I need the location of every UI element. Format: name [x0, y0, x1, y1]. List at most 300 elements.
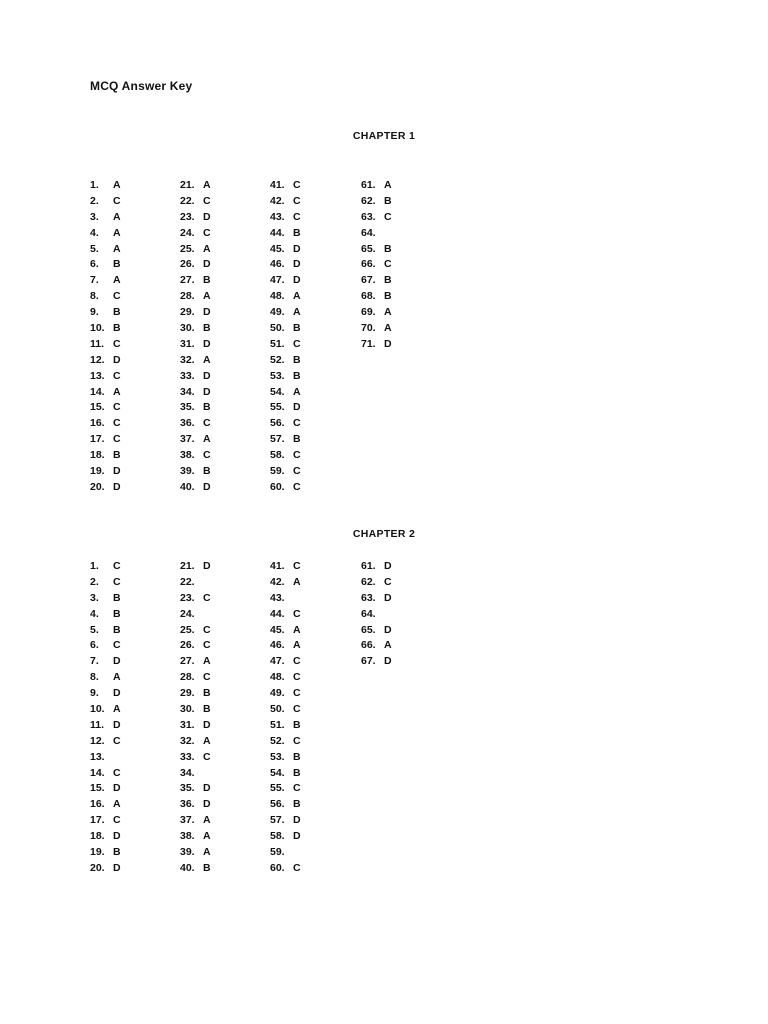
answer-letter: C: [113, 194, 121, 207]
answer-item: [180, 861, 270, 877]
answer-letter: D: [293, 814, 301, 827]
answer-letter: B: [293, 322, 301, 335]
answer-item: [270, 638, 360, 654]
answer-letter: A: [203, 846, 211, 859]
answer-letter: A: [203, 433, 211, 446]
answer-letter: A: [203, 814, 211, 827]
answer-item: [180, 242, 270, 258]
answer-letter: D: [113, 655, 121, 668]
question-number: 32.: [180, 353, 195, 366]
answer-item: [90, 178, 180, 194]
answer-item: [361, 273, 451, 289]
question-number: 7.: [90, 655, 99, 668]
answer-letter: D: [203, 306, 211, 319]
question-number: 31.: [180, 718, 195, 731]
answer-item: [361, 226, 451, 242]
question-number: 45.: [270, 623, 285, 636]
chapter-2-heading: CHAPTER 2: [352, 528, 416, 540]
answer-item: [270, 829, 360, 845]
answer-letter: B: [113, 591, 121, 604]
answer-item: [90, 337, 180, 353]
question-number: 42.: [270, 194, 285, 207]
question-number: 41.: [270, 560, 285, 572]
answer-item: [90, 766, 180, 782]
question-number: 29.: [180, 687, 195, 700]
answer-letter: D: [203, 385, 211, 398]
question-number: 3.: [90, 591, 99, 604]
answer-letter: C: [293, 734, 301, 747]
question-number: 47.: [270, 274, 285, 287]
answer-column: [90, 178, 180, 496]
answer-item: [180, 734, 270, 750]
answer-letter: C: [293, 687, 301, 700]
question-number: 4.: [90, 607, 99, 620]
answer-letter: D: [384, 623, 392, 636]
answer-letter: D: [203, 718, 211, 731]
answer-letter: A: [203, 290, 211, 303]
answer-item: [180, 432, 270, 448]
answer-letter: A: [113, 274, 121, 287]
question-number: 23.: [180, 591, 195, 604]
answer-item: [90, 226, 180, 242]
question-number: 45.: [270, 242, 285, 255]
answer-letter: D: [293, 401, 301, 414]
answer-letter: C: [293, 417, 301, 430]
answer-letter: D: [293, 258, 301, 271]
answer-item: [90, 464, 180, 480]
answer-item: [90, 670, 180, 686]
answer-letter: B: [293, 798, 301, 811]
question-number: 60.: [270, 861, 285, 874]
answer-letter: B: [113, 846, 121, 859]
answer-item: [270, 273, 360, 289]
answer-letter: B: [203, 687, 211, 700]
answer-item: [180, 194, 270, 210]
question-number: 33.: [180, 750, 195, 763]
answer-letter: A: [293, 575, 301, 588]
answer-item: [180, 210, 270, 226]
answer-letter: D: [203, 480, 211, 493]
answer-item: [180, 273, 270, 289]
question-number: 58.: [270, 830, 285, 843]
answer-letter: D: [203, 258, 211, 271]
answer-item: [361, 194, 451, 210]
answer-item: [180, 353, 270, 369]
question-number: 48.: [270, 290, 285, 303]
answer-item: [180, 686, 270, 702]
question-number: 18.: [90, 830, 105, 843]
question-number: 66.: [361, 258, 376, 271]
answer-item: [270, 718, 360, 734]
answer-item: [90, 353, 180, 369]
question-number: 69.: [361, 306, 376, 319]
answer-item: [361, 559, 451, 575]
question-number: 14.: [90, 385, 105, 398]
answer-letter: B: [113, 623, 121, 636]
question-number: 67.: [361, 655, 376, 668]
answer-item: [90, 718, 180, 734]
question-number: 50.: [270, 322, 285, 335]
answer-letter: D: [113, 353, 121, 366]
answer-letter: B: [293, 433, 301, 446]
answer-letter: C: [203, 750, 211, 763]
question-number: 27.: [180, 655, 195, 668]
answer-item: [90, 559, 180, 575]
answer-item: [180, 289, 270, 305]
answer-item: [361, 638, 451, 654]
answer-item: [270, 813, 360, 829]
answer-letter: C: [113, 575, 121, 588]
answer-letter: C: [203, 226, 211, 239]
answer-letter: C: [293, 671, 301, 684]
answer-letter: C: [113, 814, 121, 827]
answer-letter: A: [113, 179, 121, 191]
question-number: 71.: [361, 337, 376, 350]
question-number: 57.: [270, 814, 285, 827]
answer-item: [90, 257, 180, 273]
question-number: 48.: [270, 671, 285, 684]
answer-item: [270, 432, 360, 448]
answer-column: [270, 559, 360, 877]
answer-item: [180, 416, 270, 432]
question-number: 56.: [270, 798, 285, 811]
answer-item: [180, 670, 270, 686]
answer-item: [361, 337, 451, 353]
answer-item: [180, 623, 270, 639]
answer-item: [361, 305, 451, 321]
question-number: 22.: [180, 194, 195, 207]
question-number: 4.: [90, 226, 99, 239]
question-number: 60.: [270, 480, 285, 493]
answer-letter: C: [113, 766, 121, 779]
question-number: 17.: [90, 814, 105, 827]
answer-letter: B: [113, 322, 121, 335]
answer-letter: C: [203, 671, 211, 684]
answer-item: [180, 385, 270, 401]
answer-column: [361, 559, 451, 670]
answer-item: [180, 178, 270, 194]
answer-letter: C: [113, 433, 121, 446]
question-number: 64.: [361, 226, 376, 239]
question-number: 65.: [361, 623, 376, 636]
question-number: 28.: [180, 671, 195, 684]
answer-letter: D: [293, 242, 301, 255]
answer-item: [180, 321, 270, 337]
answer-letter: D: [203, 369, 211, 382]
question-number: 35.: [180, 401, 195, 414]
question-number: 11.: [90, 718, 105, 731]
question-number: 21.: [180, 179, 195, 191]
question-number: 8.: [90, 290, 99, 303]
answer-item: [270, 257, 360, 273]
answer-item: [90, 385, 180, 401]
answer-item: [90, 797, 180, 813]
question-number: 34.: [180, 766, 195, 779]
answer-item: [180, 480, 270, 496]
question-number: 20.: [90, 861, 105, 874]
question-number: 5.: [90, 242, 99, 255]
answer-column: [180, 559, 270, 877]
answer-item: [270, 400, 360, 416]
question-number: 17.: [90, 433, 105, 446]
question-number: 25.: [180, 623, 195, 636]
question-number: 9.: [90, 306, 99, 319]
question-number: 12.: [90, 734, 105, 747]
question-number: 37.: [180, 814, 195, 827]
answer-item: [270, 591, 360, 607]
answer-letter: A: [293, 290, 301, 303]
answer-letter: A: [293, 623, 301, 636]
answer-letter: B: [113, 258, 121, 271]
answer-item: [361, 321, 451, 337]
answer-item: [270, 734, 360, 750]
answer-item: [361, 575, 451, 591]
answer-item: [270, 464, 360, 480]
answer-letter: A: [293, 385, 301, 398]
answer-letter: D: [203, 782, 211, 795]
answer-letter: A: [384, 306, 392, 319]
answer-item: [90, 369, 180, 385]
answer-item: [90, 623, 180, 639]
answer-item: [90, 654, 180, 670]
answer-letter: C: [203, 639, 211, 652]
question-number: 46.: [270, 258, 285, 271]
answer-letter: A: [203, 242, 211, 255]
answer-letter: A: [384, 322, 392, 335]
answer-item: [270, 480, 360, 496]
answer-item: [270, 242, 360, 258]
question-number: 61.: [361, 560, 376, 572]
answer-letter: C: [203, 449, 211, 462]
answer-column: [361, 178, 451, 353]
question-number: 39.: [180, 846, 195, 859]
question-number: 12.: [90, 353, 105, 366]
answer-letter: A: [293, 306, 301, 319]
answer-letter: B: [203, 861, 211, 874]
question-number: 53.: [270, 369, 285, 382]
question-number: 18.: [90, 449, 105, 462]
question-number: 36.: [180, 417, 195, 430]
question-number: 44.: [270, 607, 285, 620]
question-number: 43.: [270, 210, 285, 223]
answer-letter: D: [113, 782, 121, 795]
question-number: 30.: [180, 322, 195, 335]
question-number: 56.: [270, 417, 285, 430]
answer-item: [90, 591, 180, 607]
question-number: 47.: [270, 655, 285, 668]
answer-item: [90, 734, 180, 750]
question-number: 41.: [270, 179, 285, 191]
answer-letter: D: [384, 591, 392, 604]
answer-letter: D: [203, 798, 211, 811]
answer-item: [90, 861, 180, 877]
answer-letter: A: [384, 179, 392, 191]
answer-item: [361, 210, 451, 226]
question-number: 38.: [180, 449, 195, 462]
answer-item: [90, 321, 180, 337]
answer-item: [90, 829, 180, 845]
answer-letter: B: [203, 401, 211, 414]
answer-item: [90, 845, 180, 861]
answer-letter: B: [203, 465, 211, 478]
answer-item: [270, 337, 360, 353]
question-number: 23.: [180, 210, 195, 223]
answer-letter: C: [113, 417, 121, 430]
answer-letter: B: [293, 226, 301, 239]
answer-item: [180, 305, 270, 321]
answer-letter: C: [293, 179, 301, 191]
question-number: 19.: [90, 465, 105, 478]
answer-letter: C: [293, 337, 301, 350]
question-number: 38.: [180, 830, 195, 843]
answer-letter: D: [293, 830, 301, 843]
answer-item: [180, 797, 270, 813]
question-number: 66.: [361, 639, 376, 652]
question-number: 3.: [90, 210, 99, 223]
question-number: 61.: [361, 179, 376, 191]
answer-letter: D: [384, 655, 392, 668]
answer-item: [270, 766, 360, 782]
answer-item: [90, 289, 180, 305]
question-number: 52.: [270, 734, 285, 747]
chapter-1-heading: CHAPTER 1: [352, 130, 416, 142]
answer-letter: C: [113, 734, 121, 747]
answer-item: [270, 797, 360, 813]
question-number: 8.: [90, 671, 99, 684]
answer-item: [270, 781, 360, 797]
question-number: 49.: [270, 306, 285, 319]
answer-item: [180, 337, 270, 353]
answer-letter: D: [113, 465, 121, 478]
question-number: 24.: [180, 607, 195, 620]
answer-item: [90, 638, 180, 654]
answer-item: [180, 607, 270, 623]
answer-letter: A: [203, 830, 211, 843]
question-number: 6.: [90, 258, 99, 271]
answer-item: [270, 369, 360, 385]
answer-letter: C: [203, 194, 211, 207]
answer-letter: B: [293, 353, 301, 366]
answer-item: [270, 654, 360, 670]
question-number: 51.: [270, 718, 285, 731]
answer-letter: D: [113, 687, 121, 700]
question-number: 27.: [180, 274, 195, 287]
question-number: 5.: [90, 623, 99, 636]
answer-letter: B: [293, 766, 301, 779]
answer-letter: C: [113, 337, 121, 350]
answer-item: [270, 305, 360, 321]
answer-letter: A: [113, 798, 121, 811]
answer-item: [90, 750, 180, 766]
answer-item: [270, 845, 360, 861]
answer-letter: A: [203, 655, 211, 668]
answer-item: [270, 448, 360, 464]
answer-item: [90, 432, 180, 448]
answer-item: [270, 289, 360, 305]
answer-letter: D: [384, 560, 392, 572]
answer-item: [270, 575, 360, 591]
question-number: 62.: [361, 575, 376, 588]
answer-letter: B: [293, 369, 301, 382]
answer-item: [180, 591, 270, 607]
answer-letter: B: [203, 274, 211, 287]
answer-letter: C: [384, 258, 392, 271]
answer-letter: B: [113, 306, 121, 319]
answer-letter: C: [203, 417, 211, 430]
answer-letter: B: [384, 290, 392, 303]
answer-item: [270, 686, 360, 702]
answer-letter: B: [384, 194, 392, 207]
answer-letter: C: [384, 210, 392, 223]
question-number: 58.: [270, 449, 285, 462]
answer-item: [180, 781, 270, 797]
question-number: 26.: [180, 639, 195, 652]
question-number: 13.: [90, 750, 105, 763]
question-number: 26.: [180, 258, 195, 271]
answer-letter: C: [113, 639, 121, 652]
answer-letter: C: [293, 703, 301, 716]
question-number: 2.: [90, 194, 99, 207]
answer-letter: C: [203, 623, 211, 636]
answer-letter: B: [203, 703, 211, 716]
answer-item: [361, 654, 451, 670]
question-number: 10.: [90, 322, 105, 335]
question-number: 24.: [180, 226, 195, 239]
question-number: 9.: [90, 687, 99, 700]
question-number: 22.: [180, 575, 195, 588]
answer-item: [90, 480, 180, 496]
answer-letter: D: [113, 480, 121, 493]
answer-letter: C: [203, 591, 211, 604]
answer-item: [270, 226, 360, 242]
answer-letter: B: [113, 607, 121, 620]
answer-item: [180, 766, 270, 782]
answer-item: [270, 210, 360, 226]
question-number: 19.: [90, 846, 105, 859]
question-number: 44.: [270, 226, 285, 239]
question-number: 13.: [90, 369, 105, 382]
answer-letter: C: [293, 782, 301, 795]
answer-item: [180, 464, 270, 480]
document-title: MCQ Answer Key: [90, 79, 193, 93]
answer-item: [361, 178, 451, 194]
question-number: 34.: [180, 385, 195, 398]
answer-letter: C: [384, 575, 392, 588]
answer-item: [270, 623, 360, 639]
answer-letter: C: [293, 210, 301, 223]
answer-letter: D: [203, 210, 211, 223]
answer-letter: B: [113, 449, 121, 462]
answer-item: [90, 448, 180, 464]
question-number: 35.: [180, 782, 195, 795]
question-number: 6.: [90, 639, 99, 652]
answer-letter: C: [293, 560, 301, 572]
answer-letter: D: [203, 560, 211, 572]
answer-letter: C: [113, 369, 121, 382]
question-number: 55.: [270, 401, 285, 414]
answer-letter: D: [113, 861, 121, 874]
answer-item: [180, 750, 270, 766]
answer-item: [270, 178, 360, 194]
question-number: 67.: [361, 274, 376, 287]
answer-item: [361, 591, 451, 607]
answer-letter: C: [293, 465, 301, 478]
question-number: 1.: [90, 179, 99, 191]
answer-item: [180, 702, 270, 718]
question-number: 46.: [270, 639, 285, 652]
question-number: 52.: [270, 353, 285, 366]
question-number: 42.: [270, 575, 285, 588]
